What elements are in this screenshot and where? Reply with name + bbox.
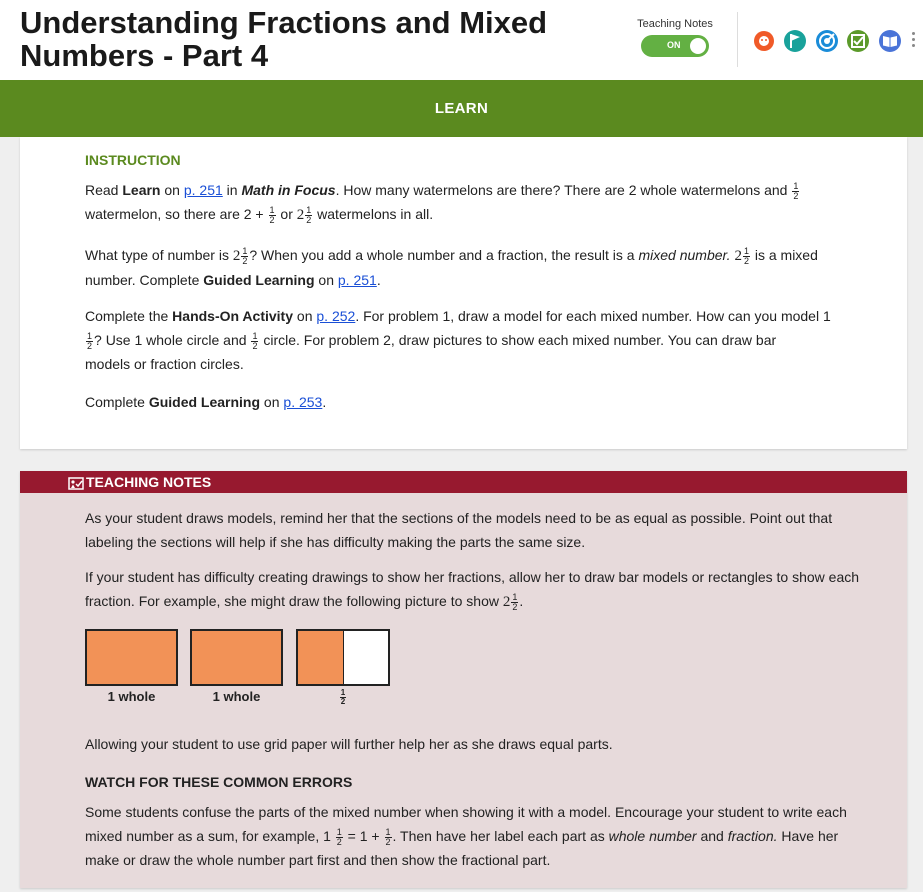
checklist-icon[interactable] — [846, 29, 870, 53]
teaching-notes-card — [20, 471, 907, 888]
teaching-notes-heading: TEACHING NOTES — [86, 474, 212, 490]
fraction-one-half: $\frac{1}{2}$ — [340, 688, 346, 706]
flag-icon[interactable] — [783, 29, 807, 53]
fraction-one-half: $\frac{1}{2}$ — [242, 245, 248, 266]
page-link-253[interactable]: p. 253 — [283, 394, 323, 410]
page-link-252[interactable]: p. 252 — [316, 308, 356, 324]
learn-section-bar — [0, 80, 923, 137]
header-divider — [737, 12, 738, 67]
page-link-251[interactable]: p. 251 — [183, 182, 223, 198]
learn-label: LEARN — [434, 100, 489, 117]
fraction-one-half: $\frac{1}{2}$ — [336, 826, 342, 847]
bar-model-figure — [85, 629, 405, 709]
teaching-notes-header — [20, 471, 907, 493]
fraction-one-half: $\frac{1}{2}$ — [385, 826, 391, 847]
teaching-notes-toggle-group — [630, 18, 720, 62]
more-options-icon[interactable] — [912, 32, 918, 50]
teaching-notes-paragraph-2: If your student has difficulty creating drawings to show her fractions, allow her to draw bar models or rectangles to show each fraction. For example, she might draw the following picture to show 2 $\frac{1}{2}$ . — [85, 569, 860, 612]
instruction-paragraph-2: What type of number is 2 $\frac{1}{2}$ ? When you add a whole number and a fraction, the result is a mixed number. 2 $\frac{1}{2}$ is a mixed number. Complete Guided Learning on p. 251. — [85, 245, 818, 288]
toggle-knob[interactable] — [690, 38, 706, 54]
fraction-one-half: $\frac{1}{2}$ — [793, 180, 799, 201]
fraction-one-half: $\frac{1}{2}$ — [269, 204, 275, 225]
teaching-notes-paragraph-1: As your student draws models, remind her that the sections of the models need to be as equal as possible. Point out that labeling the sections will help if she has difficulty making the parts the same size. — [85, 510, 833, 550]
page-title: Understanding Fractions and Mixed Numbers - Part 4 — [20, 5, 548, 73]
common-errors-heading: WATCH FOR THESE COMMON ERRORS — [85, 774, 353, 790]
instruction-paragraph-1: Read Learn on p. 251 in Math in Focus. How many watermelons are there? There are 2 whole watermelons and $\frac{1}{2}$ watermelon, so there are 2 + $\frac{1}{2}$ or 2 $\frac{1}{2}$ watermelons in all. — [85, 180, 799, 225]
fraction-one-half: $\frac{1}{2}$ — [87, 330, 93, 351]
bar-label-whole-1: 1 whole — [107, 689, 156, 704]
gear-character-icon[interactable] — [752, 29, 776, 53]
bar-half — [296, 629, 390, 686]
fraction-one-half: $\frac{1}{2}$ — [252, 330, 258, 351]
teaching-notes-toggle[interactable] — [641, 35, 709, 57]
fraction-one-half: $\frac{1}{2}$ — [743, 245, 749, 266]
teaching-notes-paragraph-3: Allowing your student to use grid paper will further help her as she draws equal parts. — [85, 736, 613, 752]
teaching-notes-icon — [68, 475, 84, 497]
fraction-one-half: $\frac{1}{2}$ — [512, 591, 518, 612]
instruction-heading: INSTRUCTION — [85, 152, 181, 168]
target-icon[interactable] — [815, 29, 839, 53]
toggle-state-text: ON — [667, 40, 681, 50]
book-icon[interactable] — [878, 29, 902, 53]
bar-label-half — [296, 689, 390, 707]
bar-whole-2 — [190, 629, 283, 686]
teaching-notes-label: Teaching Notes — [637, 18, 713, 30]
page-link-251[interactable]: p. 251 — [337, 272, 377, 288]
instruction-card — [20, 137, 907, 449]
instruction-paragraph-4: Complete Guided Learning on p. 253. — [85, 394, 327, 410]
bar-whole-1 — [85, 629, 178, 686]
teaching-notes-paragraph-4: Some students confuse the parts of the mixed number when showing it with a model. Encourage your student to write each mixed number as a sum, for example, 1 $\frac{1}{2}$ = 1 + $\frac{1}{2}$ . Then have her label each part as whole number and fraction. Have her make or draw the whole number part first and then show the fractional part. — [85, 804, 847, 868]
fraction-one-half: $\frac{1}{2}$ — [306, 204, 312, 225]
bar-half-unshaded — [343, 631, 388, 684]
bar-label-whole-2: 1 whole — [212, 689, 261, 704]
header — [0, 0, 923, 80]
instruction-paragraph-3: Complete the Hands-On Activity on p. 252. For problem 1, draw a model for each mixed number. How can you model 1 $\frac{1}{2}$ ? Use 1 whole circle and $\frac{1}{2}$ circle. For problem 2, draw pictures to show each mixed number. You can draw bar models or fraction circles. — [85, 308, 831, 372]
